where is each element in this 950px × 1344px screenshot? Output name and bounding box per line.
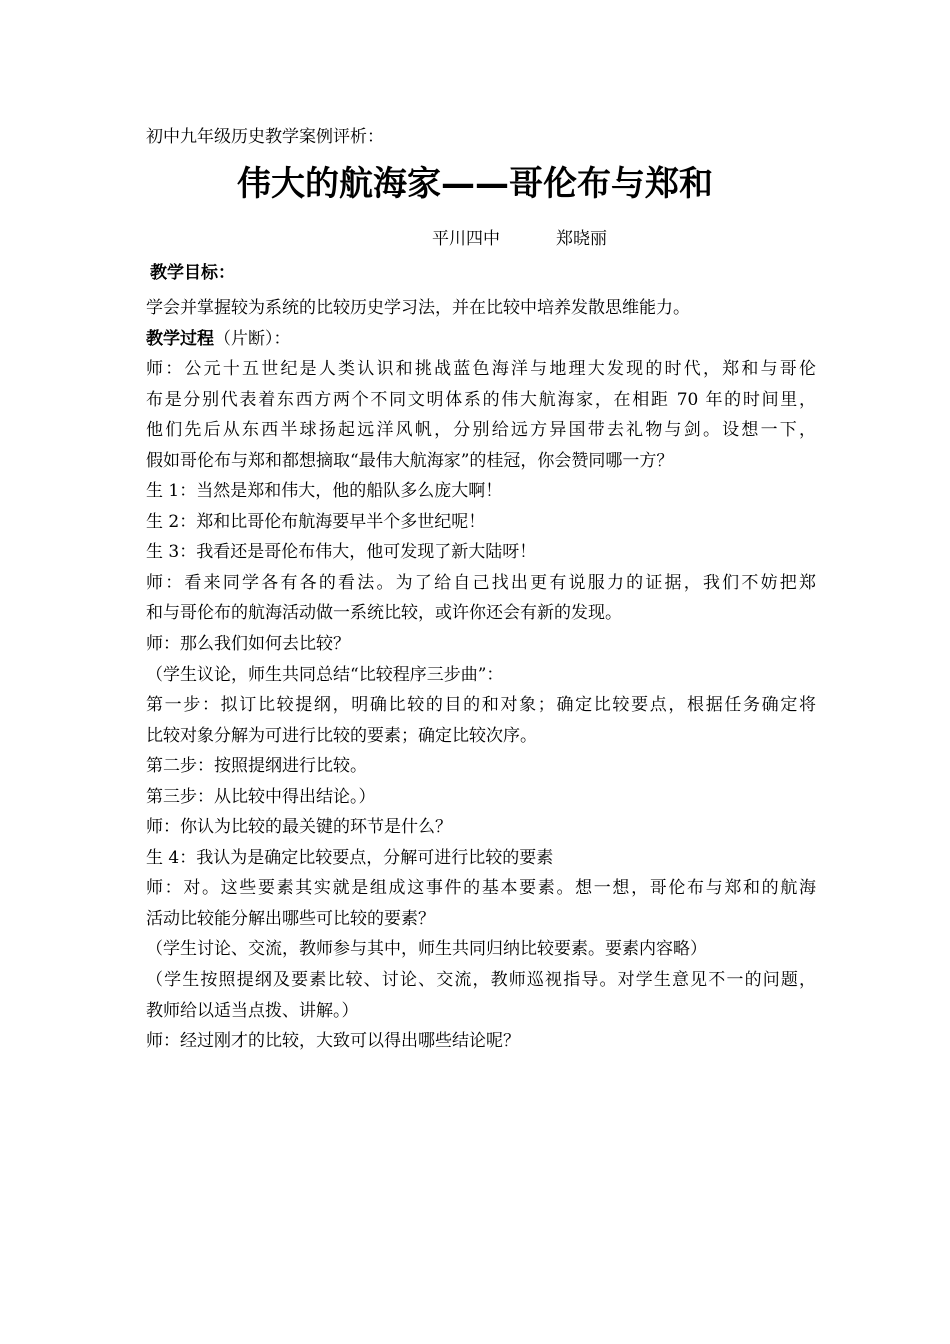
paragraph-line: 生 1：当然是郑和伟大，他的船队多么庞大啊！ xyxy=(146,481,503,502)
paragraph-line: 生 2：郑和比哥伦布航海要早半个多世纪呢！ xyxy=(146,511,486,532)
paragraph-line: 生 4：我认为是确定比较要点，分解可进行比较的要素 xyxy=(146,847,554,868)
process-heading: 教学过程 xyxy=(146,328,214,349)
case-subtitle: 初中九年级历史教学案例评析： xyxy=(146,127,384,147)
paragraph-line: 教师给以适当点拨、讲解。） xyxy=(146,1000,359,1021)
paragraph-line: 活动比较能分解出哪些可比较的要素？ xyxy=(146,908,435,929)
paragraph-line: 比较对象分解为可进行比较的要素；确定比较次序。 xyxy=(146,725,537,746)
document-body xyxy=(146,296,816,1060)
paragraph-line: （学生讨论、交流，教师参与其中，师生共同归纳比较要素。要素内容略） xyxy=(146,939,707,960)
process-heading-note: （片断）： xyxy=(214,328,291,349)
paragraph-line: （学生按照提纲及要素比较、讨论、交流，教师巡视指导。对学生意见不一的问题， xyxy=(146,970,816,991)
paragraph-line: 学会并掌握较为系统的比较历史学习法，并在比较中培养发散思维能力。 xyxy=(146,298,690,318)
paragraph-line: 假如哥伦布与郑和都想摘取“最伟大航海家”的桂冠，你会赞同哪一方？ xyxy=(146,450,674,471)
paragraph-line: 师：看来同学各有各的看法。为了给自己找出更有说服力的证据，我们不妨把郑 xyxy=(146,572,816,593)
paragraph-line: 生 3：我看还是哥伦布伟大，他可发现了新大陆呀！ xyxy=(146,542,537,563)
objective-heading: 教学目标： xyxy=(150,263,235,283)
school-name: 平川四中 xyxy=(432,229,500,249)
author-line xyxy=(432,228,607,250)
paragraph-line: 和与哥伦布的航海活动做一系统比较，或许你还会有新的发现。 xyxy=(146,603,622,624)
paragraph-line: 师：公元十五世纪是人类认识和挑战蓝色海洋与地理大发现的时代，郑和与哥伦 xyxy=(146,359,816,380)
process-heading-line xyxy=(146,327,816,358)
paragraph-line: 布是分别代表着东西方两个不同文明体系的伟大航海家，在相距 70 年的时间里， xyxy=(146,389,816,410)
paragraph-line: 第三步：从比较中得出结论。） xyxy=(146,786,376,807)
paragraph-line: 师：对。这些要素其实就是组成这事件的基本要素。想一想，哥伦布与郑和的航海 xyxy=(146,878,816,899)
paragraph-line: 师：经过刚才的比较，大致可以得出哪些结论呢？ xyxy=(146,1031,520,1052)
paragraph-line: 第一步：拟订比较提纲，明确比较的目的和对象；确定比较要点，根据任务确定将 xyxy=(146,695,816,716)
page-title: 伟大的航海家——哥伦布与郑和 xyxy=(237,164,713,204)
paragraph-line: 师：那么我们如何去比较？ xyxy=(146,634,350,655)
paragraph-line: 他们先后从东西半球扬起远洋风帆，分别给远方异国带去礼物与剑。设想一下， xyxy=(146,420,816,441)
paragraph-line: 师：你认为比较的最关键的环节是什么？ xyxy=(146,817,452,838)
paragraph-line: （学生议论，师生共同总结“比较程序三步曲”： xyxy=(146,664,504,685)
paragraph-line: 第二步：按照提纲进行比较。 xyxy=(146,756,367,777)
author-name: 郑晓丽 xyxy=(556,229,607,249)
